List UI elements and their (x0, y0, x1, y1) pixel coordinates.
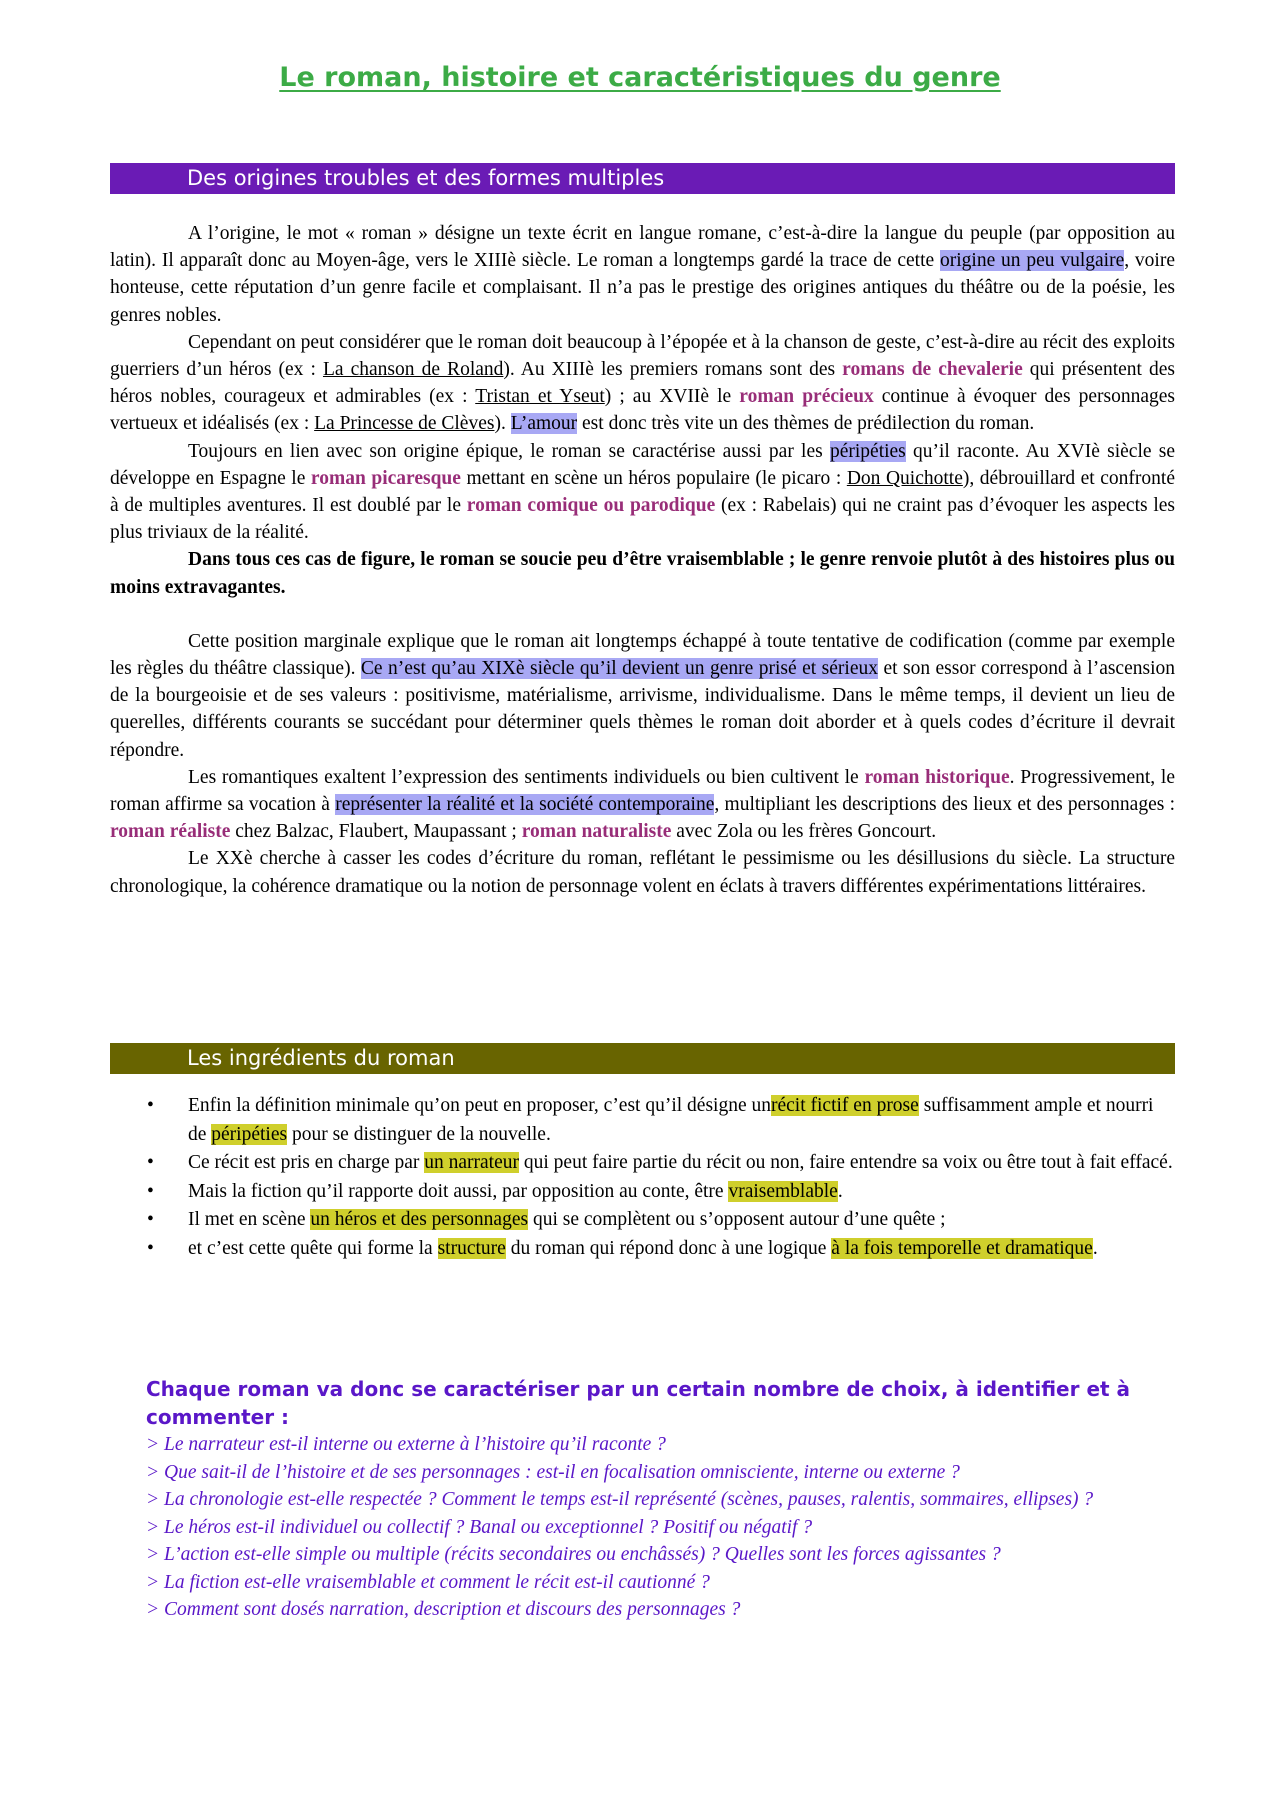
list-item: • Ce récit est pris en charge par un narrateur qui peut faire partie du récit ou non, faire entendre sa voix ou être tout à fait effacé. (110, 1149, 1175, 1178)
book-title: Don Quichotte (846, 467, 963, 489)
book-title: La Princesse de Clèves (314, 413, 495, 435)
keyword: romans de chevalerie (842, 359, 1023, 381)
bullet-icon: • (147, 1180, 154, 1202)
list-item: • Il met en scène un héros et des personnages qui se complètent ou s’opposent autour d’une quête ; (110, 1206, 1175, 1235)
highlight: à la fois temporelle et dramatique (831, 1237, 1093, 1259)
bullet-icon: • (147, 1095, 154, 1116)
question-item: > Le héros est-il individuel ou collectif ? Banal ou exceptionnel ? Positif ou négatif ? (146, 1516, 813, 1538)
paragraph: Les romantiques exaltent l’expression des sentiments individuels ou bien cultivent le roman historique. Progressivement, le roman affirme sa vocation à représenter la réalité et la société contemporaine, multipliant les descriptions des lieux et des personnages : roman réaliste chez Balzac, Flaubert, Maupassant ; roman naturaliste avec Zola ou les frères Goncourt. (110, 766, 1175, 843)
question-item: > La chronologie est-elle respectée ? Comment le temps est-il représenté (scènes, pauses, ralentis, sommaires, ellipses) ? (146, 1489, 1094, 1510)
list-item: • et c’est cette quête qui forme la structure du roman qui répond donc à une logique à la fois temporelle et dramatique. (110, 1235, 1175, 1264)
highlight: origine un peu vulgaire (940, 250, 1125, 272)
keyword: roman comique ou parodique (466, 495, 716, 517)
highlight: vraisemblable (728, 1180, 838, 1202)
list-item: • Enfin la définition minimale qu’on peut en proposer, c’est qu’il désigne unrécit fictif en prose suffisamment ample et nourri de péripéties pour se distinguer de la nouvelle. (110, 1092, 1175, 1149)
highlight: Ce n’est qu’au XIXè siècle qu’il devient un genre prisé et sérieux (360, 658, 878, 680)
paragraph: Toujours en lien avec son origine épique, le roman se caractérise aussi par les péripéties qu’il raconte. Au XVIè siècle se développe en Espagne le roman picaresque mettant en scène un héros populaire (le picaro : Don Quichotte), débrouillard et confronté à de multiples aventures. Il est doublé par le roman comique ou parodique (ex : Rabelais) qui ne craint pas d’évoquer les aspects les plus triviaux de la réalité. (110, 440, 1176, 544)
highlight: péripéties (829, 440, 906, 462)
question-item: > L’action est-elle simple ou multiple (récits secondaires ou enchâssés) ? Quelles sont les forces agissantes ? (146, 1544, 1001, 1565)
book-title: La chanson de Roland (322, 359, 504, 381)
section-origins-body (110, 220, 1175, 900)
keyword: roman picaresque (310, 467, 461, 489)
questions-block (146, 1375, 1176, 1624)
highlight: L’amour (510, 413, 578, 435)
keyword: roman réaliste (110, 821, 231, 843)
bullet-icon: • (147, 1237, 154, 1259)
keyword: roman naturaliste (521, 821, 672, 843)
highlight: péripéties (211, 1123, 288, 1145)
question-item: > Le narrateur est-il interne ou externe à l’histoire qu’il raconte ? (146, 1434, 666, 1455)
paragraph-conclusion: Dans tous ces cas de figure, le roman se soucie peu d’être vraisemblable ; le genre renvoie plutôt à des histoires plus ou moins extravagantes. (110, 549, 1175, 598)
question-item: > Comment sont dosés narration, description et discours des personnages ? (146, 1599, 741, 1620)
paragraph: Le XXè cherche à casser les codes d’écriture du roman, reflétant le pessimisme ou les désillusions du siècle. La structure chronologique, la cohérence dramatique ou la notion de personnage volent en éclats à travers différentes expérimentations littéraires. (110, 848, 1175, 897)
ingredients-list (110, 1092, 1175, 1263)
highlight: un héros et des personnages (310, 1209, 529, 1230)
page-title: Le roman, histoire et caractéristiques du genre (279, 62, 1001, 93)
highlight: structure (437, 1237, 506, 1259)
bullet-icon: • (147, 1209, 154, 1230)
highlight: un narrateur (424, 1152, 519, 1173)
keyword: roman précieux (739, 386, 874, 408)
highlight: récit fictif en prose (771, 1095, 919, 1116)
questions-heading: Chaque roman va donc se caractériser par un certain nombre de choix, à identifier et à commenter : (146, 1377, 1131, 1429)
question-item: > La fiction est-elle vraisemblable et comment le récit est-il cautionné ? (146, 1571, 710, 1593)
keyword: roman historique (864, 766, 1010, 788)
list-item: • Mais la fiction qu’il rapporte doit aussi, par opposition au conte, être vraisemblable. (110, 1178, 1175, 1207)
question-item: > Que sait-il de l’histoire et de ses personnages : est-il en focalisation omnisciente, interne ou externe ? (146, 1461, 960, 1483)
paragraph: A l’origine, le mot « roman » désigne un texte écrit en langue romane, c’est-à-dire la langue du peuple (par opposition au latin). Il apparaît donc au Moyen-âge, vers le XIIIè siècle. Le roman a longtemps gardé la trace de cette origine un peu vulgaire, voire honteuse, cette réputation d’un genre facile et complaisant. Il n’a pas le prestige des origines antiques du théâtre ou de la poésie, les genres nobles. (110, 223, 1175, 326)
paragraph: Cependant on peut considérer que le roman doit beaucoup à l’épopée et à la chanson de geste, c’est-à-dire au récit des exploits guerriers d’un héros (ex : La chanson de Roland). Au XIIIè les premiers romans sont des romans de chevalerie qui présentent des héros nobles, courageux et admirables (ex : Tristan et Yseut) ; au XVIIè le roman précieux continue à évoquer des personnages vertueux et idéalisés (ex : La Princesse de Clèves). L’amour est donc très vite un des thèmes de prédilection du roman. (110, 331, 1176, 435)
highlight: représenter la réalité et la société contemporaine (335, 794, 715, 816)
paragraph: Cette position marginale explique que le roman ait longtemps échappé à toute tentative de codification (comme par exemple les règles du théâtre classique). Ce n’est qu’au XIXè siècle qu’il devient un genre prisé et sérieux et son essor correspond à l’ascension de la bourgeoisie et de ses valeurs : positivisme, matérialisme, arrivisme, individualisme. Dans le même temps, il devient un lieu de querelles, différents courants se succédant pour déterminer quels thèmes le roman doit aborder et à quels codes d’écriture il devrait répondre. (110, 630, 1175, 761)
book-title: Tristan et Yseut (475, 386, 605, 408)
section-heading-origins: Des origines troubles et des formes multiples (110, 163, 1175, 194)
section-heading-ingredients: Les ingrédients du roman (110, 1043, 1175, 1074)
bullet-icon: • (147, 1152, 154, 1173)
